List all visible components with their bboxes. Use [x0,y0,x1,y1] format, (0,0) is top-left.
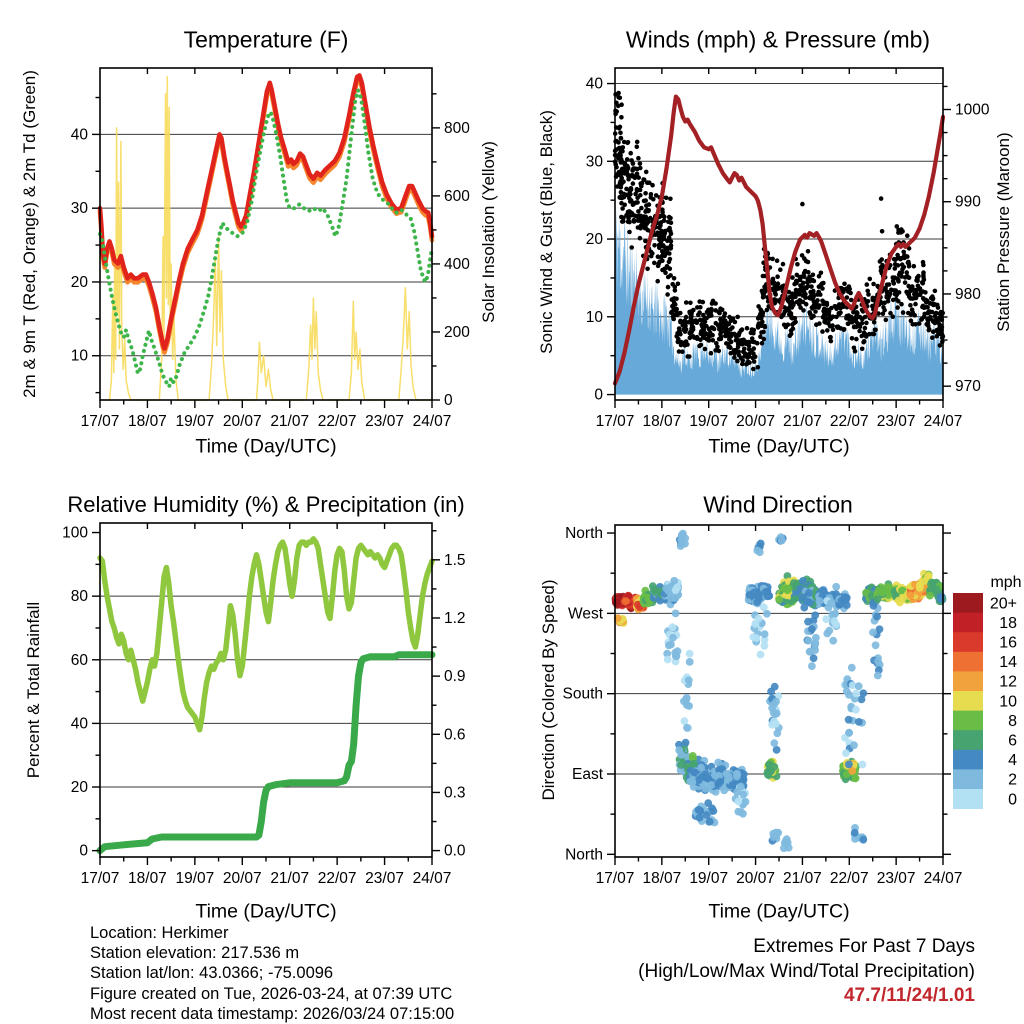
svg-text:17/07: 17/07 [80,870,120,887]
svg-text:21/07: 21/07 [783,413,822,430]
svg-text:19/07: 19/07 [689,870,729,887]
svg-text:0: 0 [1008,791,1017,809]
svg-text:970: 970 [955,378,981,396]
humidity-x-axis-label: Time (Day/UTC) [195,900,337,923]
svg-text:18: 18 [999,614,1017,632]
svg-text:200: 200 [444,323,470,341]
wind-direction-title: Wind Direction [703,491,853,518]
svg-text:18/07: 18/07 [128,870,167,887]
svg-text:20: 20 [70,779,88,797]
svg-text:14: 14 [999,654,1017,672]
extremes-values: 47.7/11/24/1.01 [843,985,975,1006]
extremes-heading: Extremes For Past 7 Days [753,936,975,957]
humidity-plot-svg [0,470,512,910]
created-line: Figure created on Tue, 2026-03-24, at 07:39 UTC [90,984,453,1003]
svg-text:23/07: 23/07 [876,413,916,430]
temperature-plot-svg [0,0,512,470]
temperature-left-axis-label: 2m & 9m T (Red, Orange) & 2m Td (Green) [20,70,39,398]
svg-text:18/07: 18/07 [642,870,682,887]
svg-text:8: 8 [1008,712,1017,730]
winddir-plot-svg [512,470,1024,910]
location-line: Location: Herkimer [90,924,229,942]
svg-text:12: 12 [999,673,1017,691]
svg-text:24/07: 24/07 [412,870,452,887]
svg-text:24/07: 24/07 [923,413,963,430]
svg-text:30: 30 [585,153,603,171]
svg-text:20/07: 20/07 [222,870,262,887]
svg-text:East: East [571,766,603,783]
winds-pressure-title: Winds (mph) & Pressure (mb) [625,26,931,53]
extremes-subheading: (High/Low/Max Wind/Total Precipitation) [638,960,975,982]
station-pressure-axis-label: Station Pressure (Maroon) [994,132,1013,332]
svg-text:17/07: 17/07 [80,413,120,430]
svg-text:17/07: 17/07 [595,870,635,887]
timestamp-line: Most recent data timestamp: 2026/03/24 07:15:00 [90,1004,455,1023]
svg-text:40: 40 [585,75,603,93]
winds-x-axis-label: Time (Day/UTC) [708,435,850,458]
svg-text:4: 4 [1008,752,1017,770]
svg-text:22/07: 22/07 [317,870,357,887]
svg-text:1.2: 1.2 [444,609,466,627]
svg-text:990: 990 [955,193,981,211]
svg-text:24/07: 24/07 [412,413,452,430]
elevation-line: Station elevation: 217.536 m [90,944,300,963]
svg-text:23/07: 23/07 [365,870,404,887]
svg-text:10: 10 [585,308,603,326]
svg-text:21/07: 21/07 [783,870,822,887]
svg-text:20: 20 [70,273,88,291]
svg-text:20+: 20+ [989,595,1017,613]
solar-insolation-axis-label: Solar Insolation (Yellow) [479,141,498,323]
wind-gust-axis-label: Sonic Wind & Gust (Blue, Black) [537,110,556,354]
svg-text:22/07: 22/07 [829,870,869,887]
winds-plot-svg [512,0,1024,470]
svg-text:North: North [565,846,603,864]
svg-text:0: 0 [79,842,88,860]
svg-text:0: 0 [444,392,453,409]
svg-text:20/07: 20/07 [736,413,775,430]
svg-text:20/07: 20/07 [736,870,775,887]
temperature-x-axis-label: Time (Day/UTC) [195,435,337,458]
svg-text:100: 100 [62,524,88,542]
svg-text:6: 6 [1008,732,1017,750]
svg-text:2: 2 [1008,771,1017,789]
svg-text:17/07: 17/07 [595,413,635,430]
svg-text:19/07: 19/07 [689,413,729,430]
svg-text:0.3: 0.3 [444,784,466,802]
svg-text:West: West [567,605,603,623]
svg-text:19/07: 19/07 [175,870,215,887]
svg-text:40: 40 [70,126,88,144]
winddir-x-axis-label: Time (Day/UTC) [708,900,850,923]
svg-text:10: 10 [999,693,1017,711]
svg-text:South: South [562,685,603,703]
svg-text:24/07: 24/07 [923,870,963,887]
svg-text:40: 40 [70,715,88,733]
svg-text:1000: 1000 [955,101,990,119]
svg-text:16: 16 [999,634,1017,652]
extremes-block [560,935,975,1009]
svg-text:800: 800 [444,119,470,137]
svg-text:21/07: 21/07 [270,413,310,430]
svg-text:60: 60 [70,651,88,669]
svg-text:22/07: 22/07 [317,413,357,430]
svg-text:18/07: 18/07 [642,413,682,430]
svg-text:30: 30 [70,200,88,218]
svg-text:0.0: 0.0 [444,842,466,860]
svg-text:0.9: 0.9 [444,668,466,686]
svg-text:23/07: 23/07 [876,870,916,887]
svg-text:20: 20 [585,231,603,249]
svg-text:23/07: 23/07 [365,413,404,430]
svg-text:0.6: 0.6 [444,726,466,744]
svg-text:0: 0 [594,386,603,404]
humidity-precip-title: Relative Humidity (%) & Precipitation (in) [67,492,465,517]
direction-axis-label: Direction (Colored By Speed) [539,579,558,801]
percent-rainfall-axis-label: Percent & Total Rainfall [24,601,43,779]
temperature-title: Temperature (F) [183,26,349,53]
latlon-line: Station lat/lon: 43.0366; -75.0096 [90,964,334,983]
svg-text:10: 10 [70,347,88,365]
svg-text:400: 400 [444,255,470,273]
station-info [90,923,454,1024]
colorbar-title: mph [990,574,1022,591]
svg-text:21/07: 21/07 [270,870,310,887]
svg-text:20/07: 20/07 [222,413,262,430]
svg-text:22/07: 22/07 [829,413,869,430]
svg-text:North: North [565,525,603,543]
svg-text:18/07: 18/07 [128,413,167,430]
svg-text:19/07: 19/07 [175,413,215,430]
svg-text:600: 600 [444,187,470,205]
svg-text:980: 980 [955,285,981,303]
svg-text:80: 80 [70,588,88,606]
svg-text:1.5: 1.5 [444,551,466,569]
